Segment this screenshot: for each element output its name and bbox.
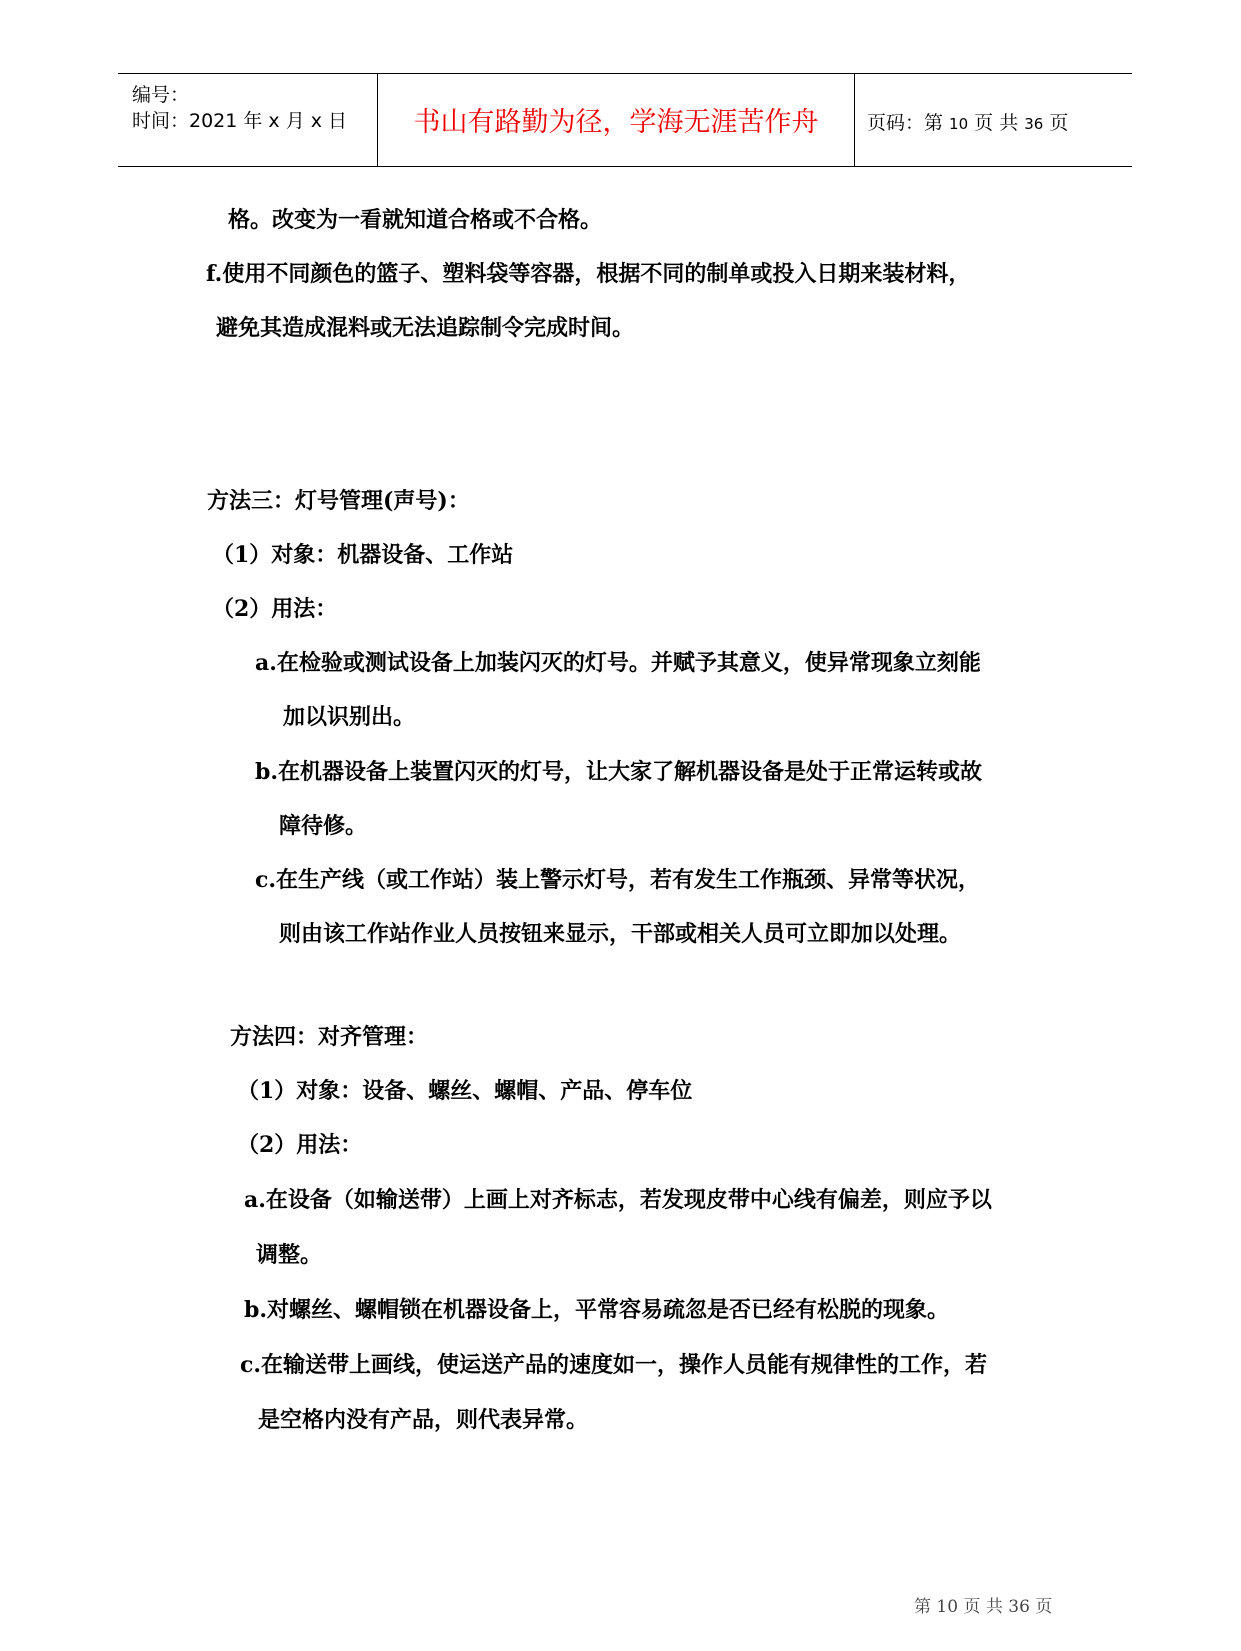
header-page-cell xyxy=(855,74,1132,166)
page-total: 36 xyxy=(1024,115,1044,133)
body-line: （2）用法： xyxy=(212,596,338,622)
body-line: （1）对象：机器设备、工作站 xyxy=(212,542,514,568)
body-line: （1）对象：设备、螺丝、螺帽、产品、停车位 xyxy=(237,1078,693,1104)
body-line: c.在输送带上画线，使运送产品的速度如一，操作人员能有规律性的工作，若 xyxy=(240,1352,988,1378)
document-time-label: 时间：2021 年 x 月 x 日 xyxy=(132,110,348,132)
body-line: b.对螺丝、螺帽锁在机器设备上，平常容易疏忽是否已经有松脱的现象。 xyxy=(244,1297,950,1323)
page-current: 10 xyxy=(949,115,969,133)
page-prefix: 页码：第 xyxy=(867,112,950,134)
body-line: f.使用不同颜色的篮子、塑料袋等容器，根据不同的制单或投入日期来装材料， xyxy=(206,261,971,287)
body-line: 调整。 xyxy=(256,1242,323,1268)
body-line: a.在设备（如输送带）上画上对齐标志，若发现皮带中心线有偏差，则应予以 xyxy=(244,1187,992,1213)
page-header xyxy=(118,73,1132,167)
header-page-info xyxy=(867,108,1068,135)
document-number-label: 编号： xyxy=(132,84,190,106)
page-footer: 第 10 页 共 36 页 xyxy=(914,1597,1053,1617)
section-heading: 方法四：对齐管理： xyxy=(230,1024,429,1050)
body-line: （2）用法： xyxy=(237,1132,363,1158)
body-line: 是空格内没有产品，则代表异常。 xyxy=(258,1407,589,1433)
body-line: b.在机器设备上装置闪灭的灯号，让大家了解机器设备是处于正常运转或故 xyxy=(255,759,983,785)
page-mid: 页 共 xyxy=(968,112,1025,134)
body-line: 格。改变为一看就知道合格或不合格。 xyxy=(228,207,603,233)
body-line: 加以识别出。 xyxy=(283,704,416,730)
section-heading: 方法三：灯号管理(声号)： xyxy=(207,488,470,514)
header-info-cell xyxy=(118,74,378,166)
body-line: a.在检验或测试设备上加装闪灭的灯号。并赋予其意义，使异常现象立刻能 xyxy=(255,650,981,676)
header-motto-cell xyxy=(378,74,855,166)
body-line: 避免其造成混料或无法追踪制令完成时间。 xyxy=(216,315,635,341)
page-suffix: 页 xyxy=(1043,112,1069,134)
body-line: c.在生产线（或工作站）装上警示灯号，若有发生工作瓶颈、异常等状况， xyxy=(255,867,981,893)
body-line: 则由该工作站作业人员按钮来显示，干部或相关人员可立即加以处理。 xyxy=(279,921,962,947)
header-motto: 书山有路勤为径，学海无涯苦作舟 xyxy=(413,107,819,138)
body-line: 障待修。 xyxy=(279,813,368,839)
